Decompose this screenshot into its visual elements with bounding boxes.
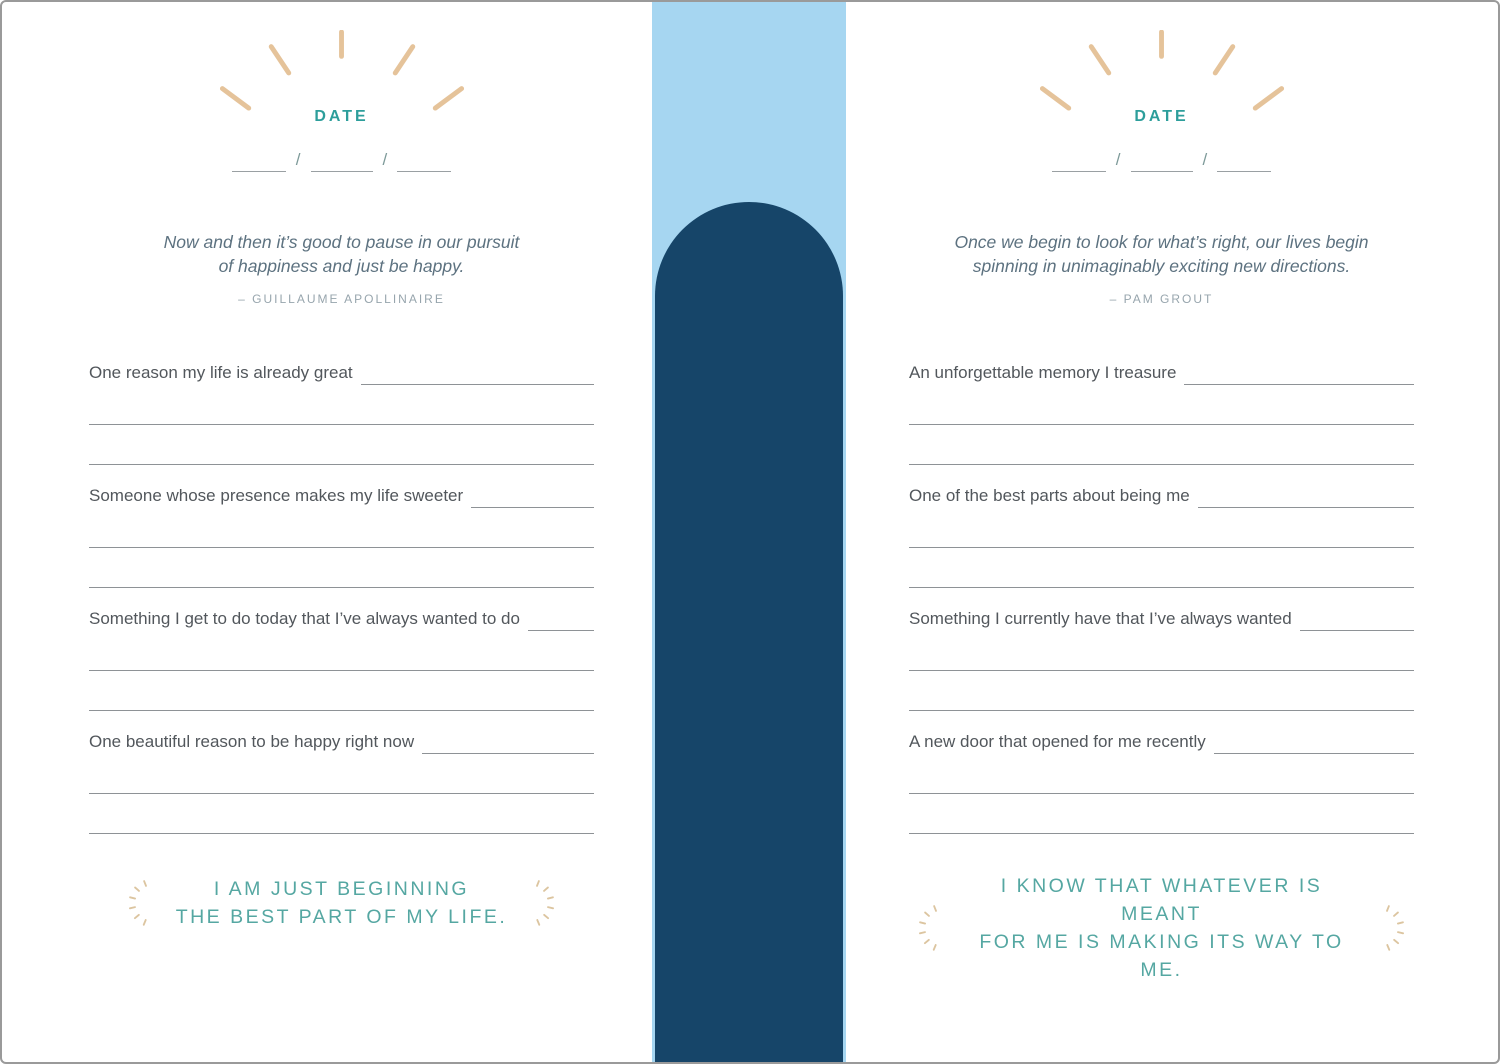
date-day-blank[interactable] [1131, 149, 1193, 172]
sunburst-icon [217, 30, 467, 113]
date-fields [909, 148, 1414, 172]
write-in-line[interactable] [89, 631, 594, 671]
prompt-block [89, 606, 594, 711]
write-in-line[interactable] [1214, 752, 1414, 754]
prompt-block [89, 483, 594, 588]
left-journal-page [89, 2, 594, 1062]
prompt-label: Someone whose presence makes my life sweeter [89, 486, 464, 505]
date-separator: / [1202, 150, 1208, 169]
quote-text [89, 230, 594, 278]
quote-line: of happiness and just be happy. [218, 256, 465, 276]
prompt-label: Something I currently have that I’ve always wanted [909, 609, 1292, 628]
prompt-block [909, 729, 1414, 834]
write-in-line[interactable] [89, 548, 594, 588]
affirmation-line: I KNOW THAT WHATEVER IS MEANT [1000, 875, 1323, 925]
prompt-label: A new door that opened for me recently [909, 732, 1206, 751]
prompt-list [89, 360, 594, 852]
date-year-blank[interactable] [397, 149, 451, 172]
affirmation [909, 872, 1414, 984]
prompt-block [909, 360, 1414, 465]
write-in-line[interactable] [361, 383, 594, 385]
write-in-line[interactable] [909, 671, 1414, 711]
write-in-line[interactable] [528, 629, 594, 631]
quote-text [909, 230, 1414, 278]
write-in-line[interactable] [909, 385, 1414, 425]
date-day-blank[interactable] [311, 149, 373, 172]
prompt-block [909, 606, 1414, 711]
quote-attribution: – PAM GROUT [1109, 292, 1214, 306]
bookmark-ribbon [655, 202, 843, 1062]
celebration-burst-icon [533, 872, 564, 934]
affirmation-text [176, 875, 508, 931]
write-in-line[interactable] [1300, 629, 1414, 631]
write-in-line[interactable] [89, 425, 594, 465]
sunburst-icon [1037, 30, 1287, 113]
write-in-line[interactable] [422, 752, 594, 754]
celebration-burst-icon [909, 897, 940, 959]
write-in-line[interactable] [909, 631, 1414, 671]
write-in-line[interactable] [89, 794, 594, 834]
date-label: DATE [1134, 108, 1189, 125]
date-month-blank[interactable] [232, 149, 286, 172]
date-separator: / [382, 150, 388, 169]
affirmation-line: FOR ME IS MAKING ITS WAY TO ME. [979, 931, 1344, 981]
write-in-line[interactable] [909, 508, 1414, 548]
write-in-line[interactable] [1184, 383, 1414, 385]
date-month-blank[interactable] [1052, 149, 1106, 172]
write-in-line[interactable] [909, 754, 1414, 794]
prompt-block [89, 729, 594, 834]
right-journal-page [909, 2, 1414, 1062]
write-in-line[interactable] [89, 385, 594, 425]
date-separator: / [295, 150, 301, 169]
gutter-band [652, 2, 846, 1062]
quote-line: Now and then it’s good to pause in our pursuit [163, 232, 520, 252]
prompt-label: An unforgettable memory I treasure [909, 363, 1177, 382]
date-label: DATE [314, 108, 369, 125]
affirmation-text [966, 872, 1357, 984]
prompt-block [89, 360, 594, 465]
prompt-label: One beautiful reason to be happy right now [89, 732, 415, 751]
write-in-line[interactable] [909, 548, 1414, 588]
write-in-line[interactable] [1198, 506, 1414, 508]
affirmation-line: I AM JUST BEGINNING [213, 878, 470, 900]
date-year-blank[interactable] [1217, 149, 1271, 172]
prompt-label: One reason my life is already great [89, 363, 353, 382]
write-in-line[interactable] [89, 754, 594, 794]
quote-line: spinning in unimaginably exciting new directions. [972, 256, 1351, 276]
write-in-line[interactable] [89, 508, 594, 548]
write-in-line[interactable] [909, 425, 1414, 465]
prompt-list [909, 360, 1414, 852]
date-separator: / [1115, 150, 1121, 169]
affirmation [89, 872, 594, 934]
write-in-line[interactable] [909, 794, 1414, 834]
celebration-burst-icon [119, 872, 150, 934]
celebration-burst-icon [1383, 897, 1414, 959]
quote-line: Once we begin to look for what’s right, our lives begin [954, 232, 1369, 252]
write-in-line[interactable] [89, 671, 594, 711]
quote-attribution: – GUILLAUME APOLLINAIRE [238, 292, 445, 306]
prompt-label: One of the best parts about being me [909, 486, 1190, 505]
affirmation-line: THE BEST PART OF MY LIFE. [175, 906, 508, 928]
write-in-line[interactable] [471, 506, 594, 508]
prompt-block [909, 483, 1414, 588]
prompt-label: Something I get to do today that I’ve always wanted to do [89, 609, 520, 628]
date-fields [89, 148, 594, 172]
